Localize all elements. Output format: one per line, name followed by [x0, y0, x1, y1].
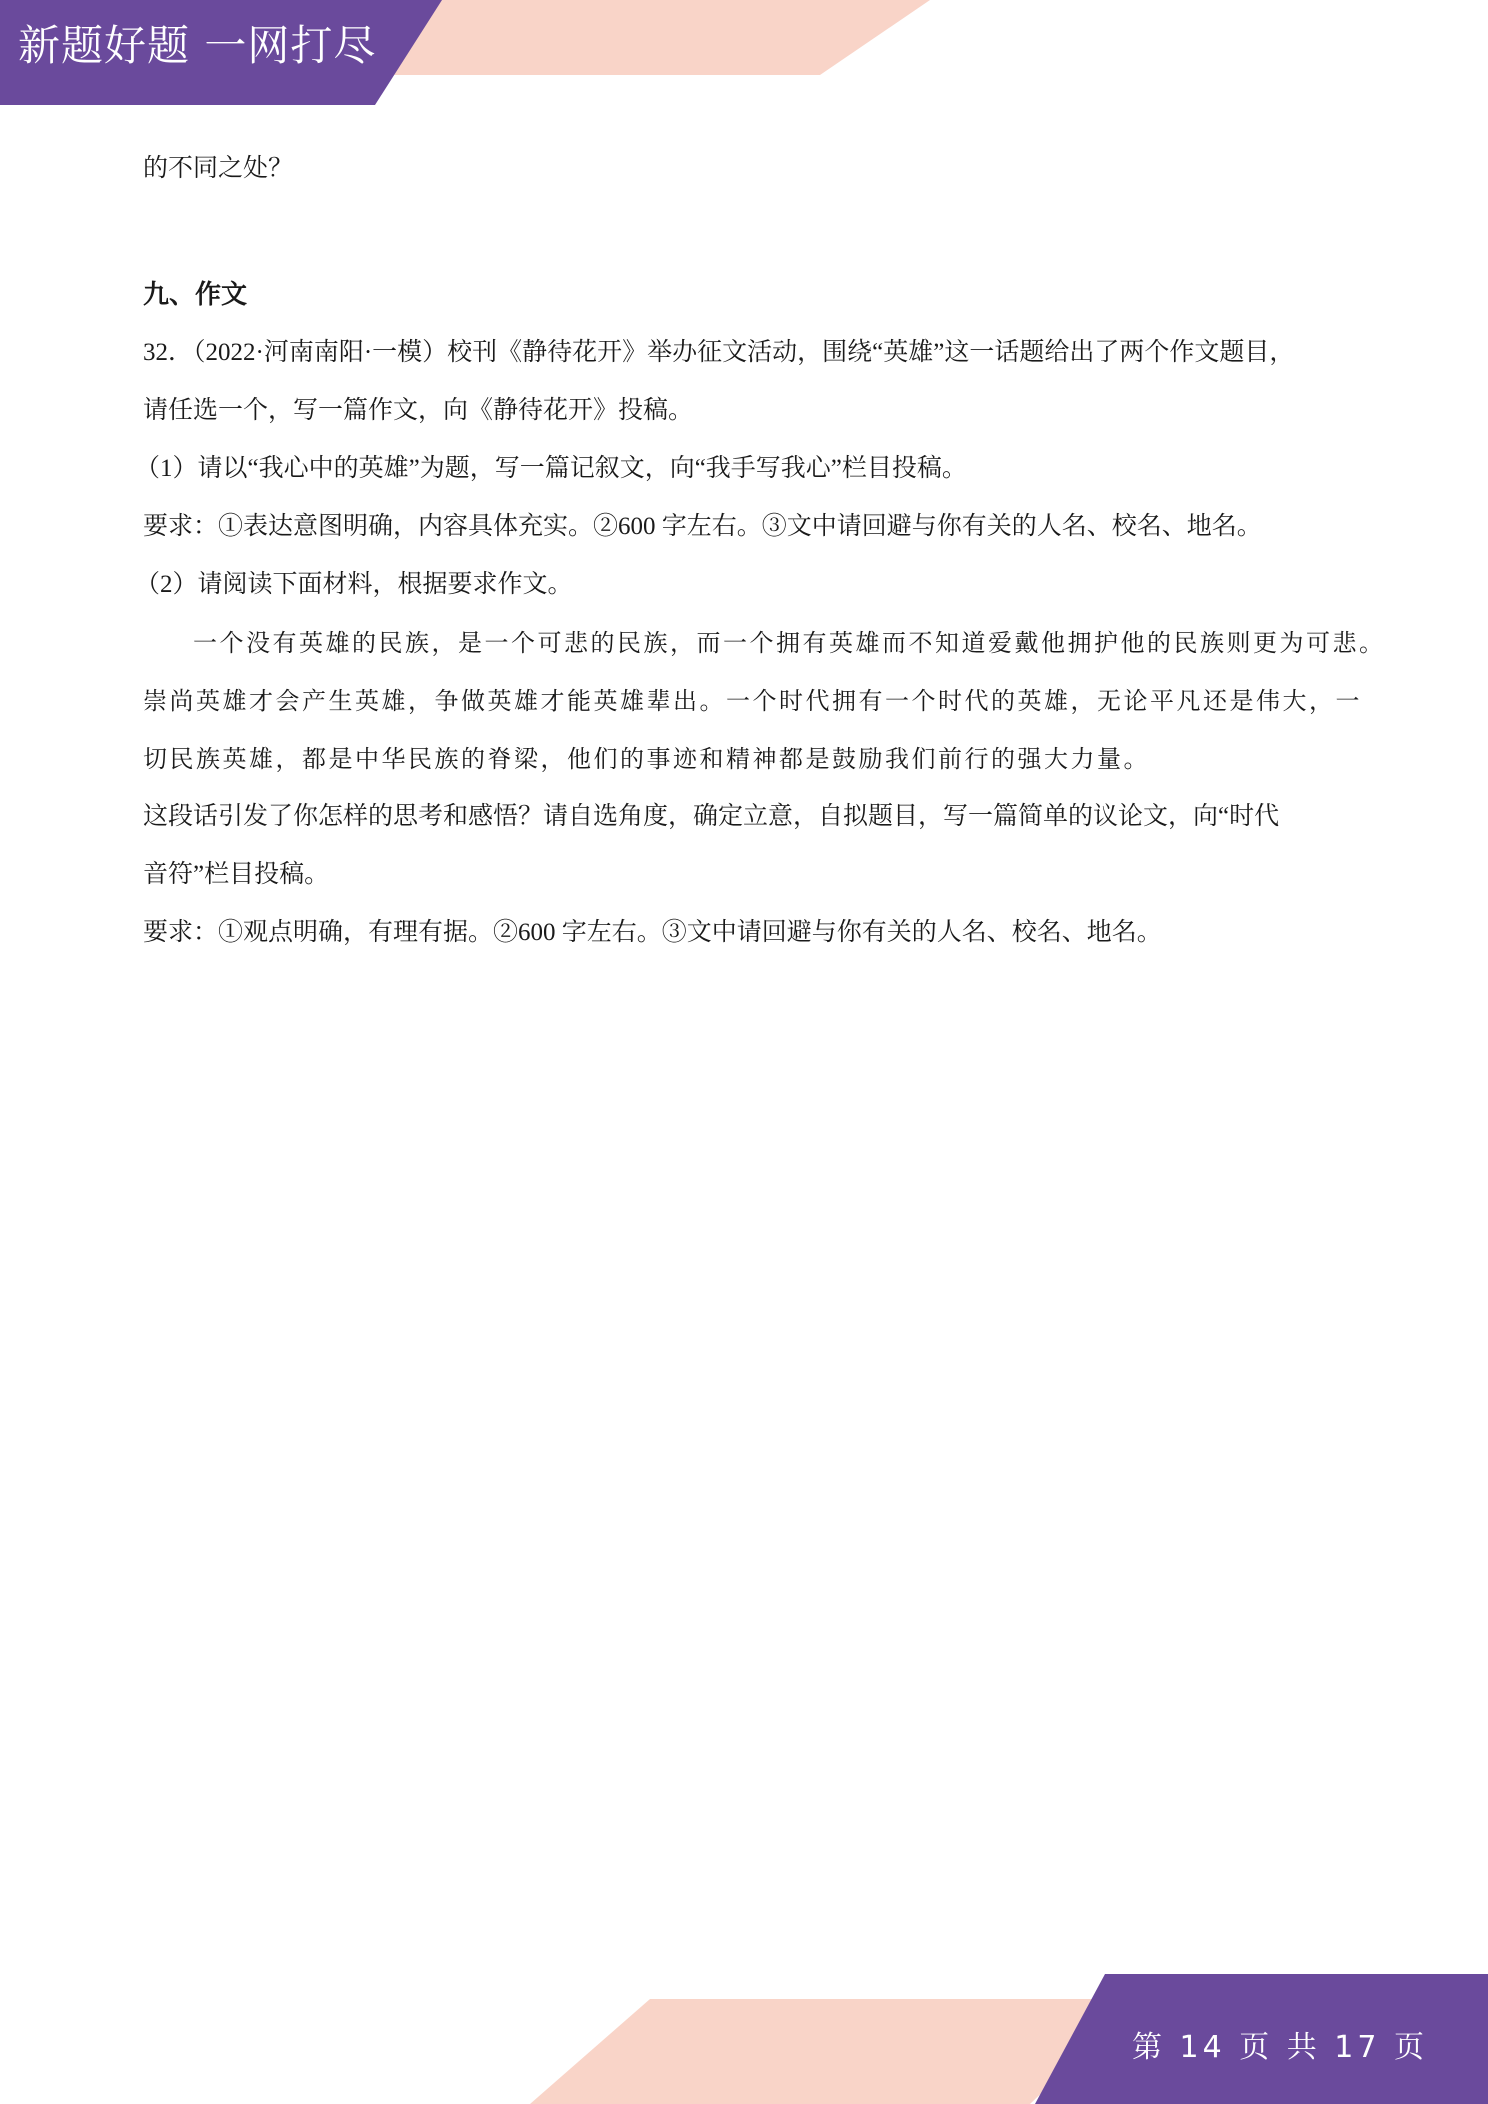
- prompt-line-1: 这段话引发了你怎样的思考和感悟？请自选角度，确定立意，自拟题目，写一篇简单的议论文，向“时代: [143, 803, 1280, 830]
- section-title: 九、作文: [143, 280, 248, 310]
- material-line-1: 一个没有英雄的民族，是一个可悲的民族，而一个拥有英雄而不知道爱戴他拥护他的民族则更为可悲。: [193, 629, 1386, 657]
- option-2: （2）请阅读下面材料，根据要求作文。: [135, 571, 573, 598]
- carryover-line: 的不同之处？: [143, 155, 294, 182]
- document-body: [135, 140, 1386, 962]
- prompt-line-2: 音符”栏目投稿。: [143, 861, 330, 888]
- header-title: 新题好题 一网打尽: [18, 21, 377, 70]
- material-line-2: 崇尚英雄才会产生英雄，争做英雄才能英雄辈出。一个时代拥有一个时代的英雄，无论平凡还是伟大，一: [143, 687, 1362, 715]
- requirement-2: 要求：①观点明确，有理有据。②600 字左右。③文中请回避与你有关的人名、校名、地名。: [143, 919, 1162, 946]
- question-line-2: 请任选一个，写一篇作文，向《静待花开》投稿。: [143, 397, 694, 424]
- material-line-3: 切民族英雄，都是中华民族的脊梁，他们的事迹和精神都是鼓励我们前行的强大力量。: [143, 745, 1150, 773]
- question-line-1: 32．（2022·河南南阳·一模）校刊《静待花开》举办征文活动，围绕“英雄”这一话题给出了两个作文题目，: [143, 339, 1295, 366]
- spacer: [143, 198, 1353, 266]
- requirement-1: 要求：①表达意图明确，内容具体充实。②600 字左右。③文中请回避与你有关的人名、校名、地名。: [143, 513, 1262, 540]
- option-1: （1）请以“我心中的英雄”为题，写一篇记叙文，向“我手写我心”栏目投稿。: [135, 455, 967, 482]
- page-number: 第 14 页 共 17 页: [1131, 2030, 1428, 2065]
